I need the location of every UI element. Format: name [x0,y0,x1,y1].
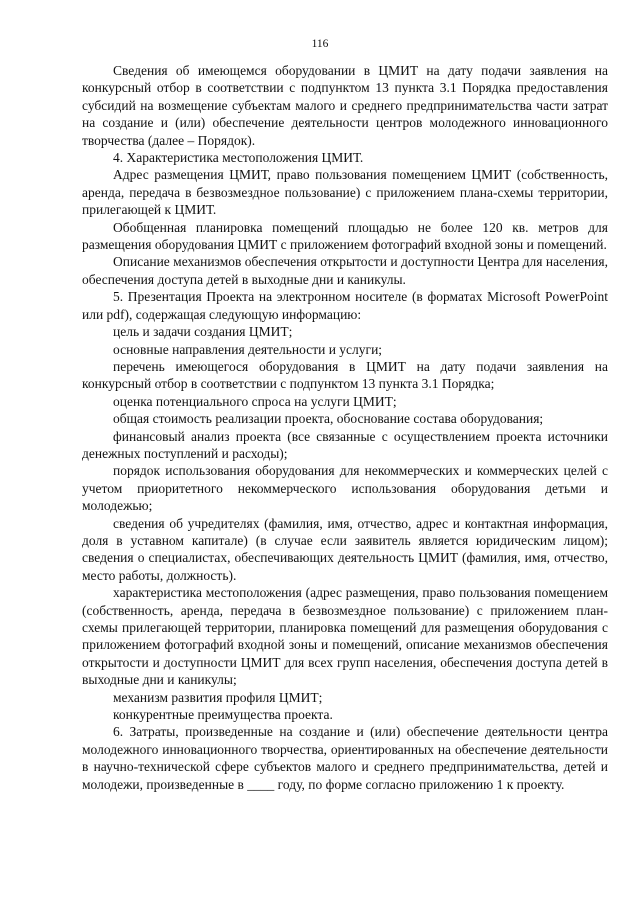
list-item-equipment-usage: порядок использования оборудования для некоммерческих и коммерческих целей с учетом приоритетного некоммерческого использования оборудования детьми и молодежью; [82,463,608,514]
paragraph-section-4-heading: 4. Характеристика местоположения ЦМИТ. [113,150,364,166]
list-item-directions: основные направления деятельности и услуги; [113,341,383,357]
list-item-total-cost: общая стоимость реализации проекта, обоснование состава оборудования; [113,411,544,427]
paragraph-section-6-costs: 6. Затраты, произведенные на создание и (или) обеспечение деятельности центра молодежного инновационного творчества, ориентированных на обеспечение деятельности в научно-технической сфере субъектов малого и среднего предпринимательства, детей и молодежи, произведенные в ____ году, по форме согласно приложению 1 к проекту. [82,724,608,792]
paragraph-section-5-heading: 5. Презентация Проекта на электронном носителе (в форматах Microsoft PowerPoint или pdf), содержащая следующую информацию: [82,289,608,322]
list-item-equipment-list: перечень имеющегося оборудования в ЦМИТ на дату подачи заявления на конкурсный отбор в соответствии с подпунктом 13 пункта 3.1 Порядка; [82,358,608,392]
list-item-financial-analysis: финансовый анализ проекта (все связанные с осуществлением проекта источники денежных поступлений и расходы); [82,428,608,461]
page-number: 116 [311,38,329,50]
list-item-demand: оценка потенциального спроса на услуги ЦМИТ; [113,393,397,409]
list-item-development: механизм развития профиля ЦМИТ; [113,689,323,705]
paragraph-equipment-info: Сведения об имеющемся оборудовании в ЦМИТ на дату подачи заявления на конкурсный отбор в соответствии с подпунктом 13 пункта 3.1 Порядка предоставления субсидий на возмещение субъектам малого и среднего предпринимательства части затрат на создание и (или) обеспечение деятельности центров молодежного инновационного творчества (далее – Порядок). [82,63,608,148]
list-item-location: характеристика местоположения (адрес размещения, право пользования помещением (собственность, аренда, передача в безвозмездное пользование) с приложением план-схемы прилегающей территории, планировка помещений для размещения оборудования с приложением фотографий входной зоны и помещений, описание механизмов обеспечения открытости и доступности ЦМИТ для всех групп населения, обеспечения доступа детей в выходные дни и каникулы; [82,585,608,688]
list-item-founders: сведения об учредителях (фамилия, имя, отчество, адрес и контактная информация, доля в уставном капитале) (в случае если заявитель является юридическим лицом); сведения о специалистах, обеспечивающих деятельность ЦМИТ (фамилия, имя, отчество, место работы, должность). [82,515,608,583]
paragraph-address: Адрес размещения ЦМИТ, право пользования помещением ЦМИТ (собственность, аренда, передача в безвозмездное пользование) с приложением плана-схемы территории, прилегающей к ЦМИТ. [82,167,608,218]
list-item-goals: цель и задачи создания ЦМИТ; [113,324,293,340]
paragraph-openness: Описание механизмов обеспечения открытости и доступности Центра для населения, обеспечения доступа детей в выходные дни и каникулы. [82,254,608,287]
paragraph-floor-plan: Обобщенная планировка помещений площадью не более 120 кв. метров для размещения оборудования ЦМИТ с приложением фотографий входной зоны и помещений. [82,219,608,253]
document-body [82,62,608,793]
list-item-advantages: конкурентные преимущества проекта. [113,707,333,723]
